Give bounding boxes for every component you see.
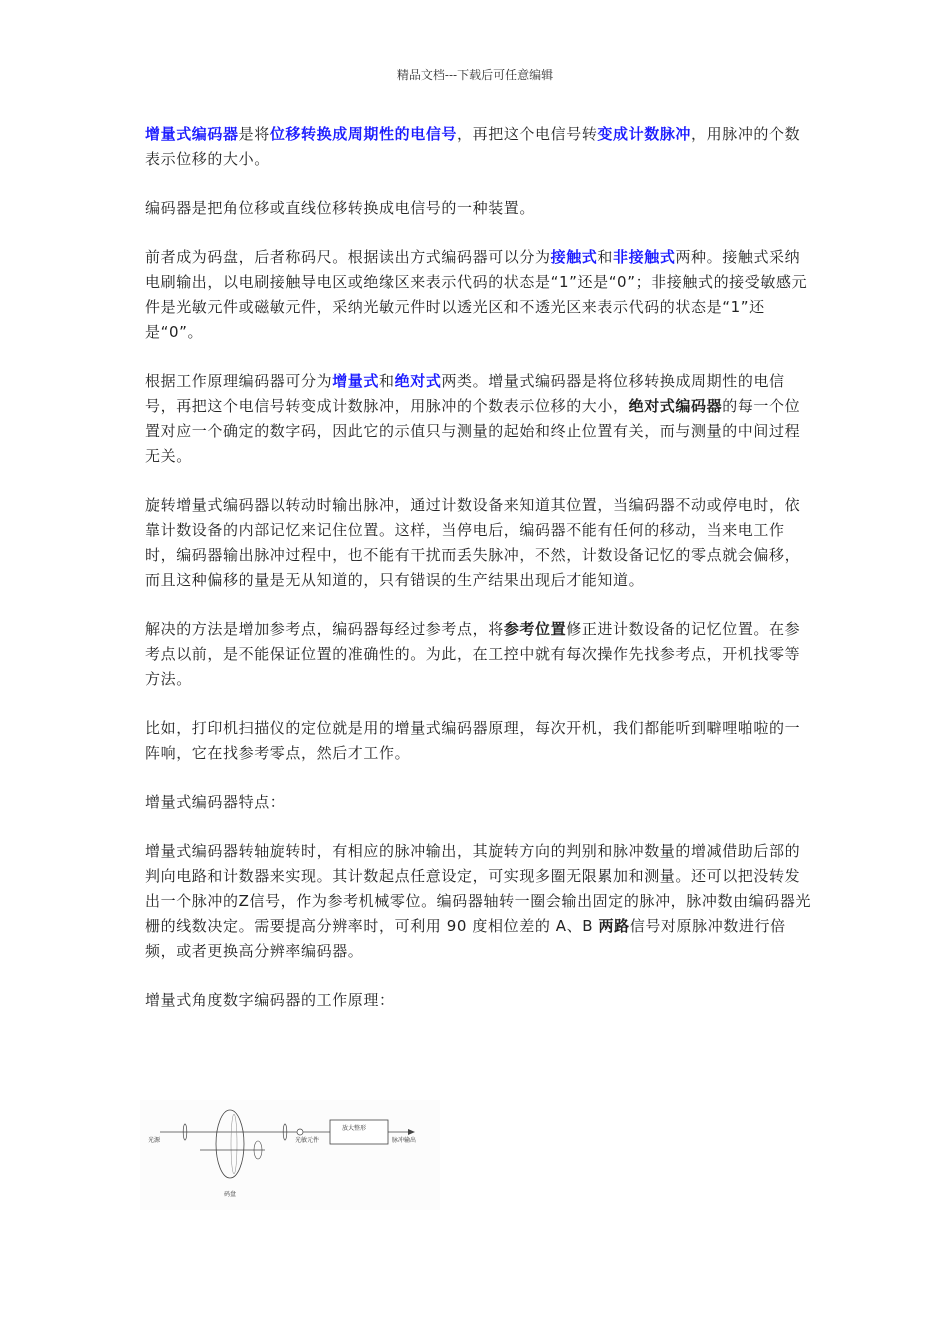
- link-non-contact-type[interactable]: 非接触式: [613, 248, 676, 266]
- text: 两种。接触式采纳电刷输出，以电刷接触导电区或绝缘区来表示代码的状态是“1”还是“0”；非接触式的接受敏感元件是光敏元件或磁敏元件，采纳光敏元件时以透光区和不透光区来表示代码的状态是“1”还是“0”。: [145, 248, 808, 341]
- paragraph-2: 编码器是把角位移或直线位移转换成电信号的一种装置。: [145, 199, 536, 217]
- photo-sensor-icon: [297, 1129, 303, 1135]
- paragraph-9: [145, 839, 815, 964]
- text: 是将: [238, 125, 270, 143]
- code-disk-label: 码盘: [224, 1191, 237, 1198]
- paragraph-5: 旋转增量式编码器以转动时输出脉冲，通过计数设备来知道其位置，当编码器不动或停电时，依靠计数设备的内部记忆来记住位置。这样，当停电后，编码器不能有任何的移动，当来电工作时，编码器输出脉冲过程中，也不能有干扰而丢失脉冲，不然，计数设备记忆的零点就会偏移，而且这种偏移的量是无从知道的，只有错误的生产结果出现后才能知道。: [145, 496, 801, 589]
- text: 增量式编码器转轴旋转时，有相应的脉冲输出，其旋转方向的判别和脉冲数量的增减借助后部的判向电路和计数器来实现。其计数起点任意设定，可实现多圈无限累加和测量。还可以把没转发出一个脉冲的Z信号，作为参考机械零位。编码器轴转一圈会输出固定的脉冲，脉冲数由编码器光栅的线数决定。需要提高分辨率时，可利用 90 度相位差的 A、B: [145, 842, 812, 935]
- text: 前者成为码盘，后者称码尺。根据读出方式编码器可以分为: [145, 248, 551, 266]
- link-contact-type[interactable]: 接触式: [550, 248, 598, 266]
- text: 的每一个位置对应一个确定的数字码，因此它的示值只与测量的起始和终止位置有关，而与测量的中间过程无关。: [145, 397, 801, 465]
- sensor-label: 光敏元件: [295, 1137, 320, 1144]
- paragraph-1: [145, 122, 815, 172]
- paragraph-10: 增量式角度数字编码器的工作原理：: [145, 991, 395, 1009]
- paragraph-7: 比如，打印机扫描仪的定位就是用的增量式编码器原理，每次开机，我们都能听到噼哩啪啦的一阵响，它在找参考零点，然后才工作。: [145, 719, 801, 762]
- text: 修正进计数设备的记忆位置。在参考点以前，是不能保证位置的准确性的。为此，在工控中就有每次操作先找参考点，开机找零等方法。: [145, 620, 801, 688]
- amplifier-label: 放大整形: [342, 1125, 367, 1132]
- text: 两类。增量式编码器是将位移转换成周期性的电信号，再把这个电信号转变成计数脉冲，用脉冲的个数表示位移的大小，: [145, 372, 785, 415]
- text: 和: [597, 248, 614, 266]
- text: 根据工作原理编码器可分为: [145, 372, 333, 390]
- encoder-principle-diagram: [140, 1100, 440, 1210]
- text: ，再把这个电信号转: [457, 125, 598, 143]
- link-counting-pulse[interactable]: 变成计数脉冲: [597, 125, 692, 143]
- page-header: 精品文档---下载后可任意编辑: [396, 68, 554, 82]
- link-displacement-signal[interactable]: 位移转换成周期性的电信号: [269, 125, 458, 143]
- light-source-label: 光源: [148, 1137, 161, 1144]
- bold-reference-position: 参考位置: [503, 620, 567, 638]
- article-body: [145, 122, 815, 1037]
- link-absolute-type[interactable]: 绝对式: [394, 372, 442, 390]
- text: ，用脉冲的个数表示位移的大小。: [145, 125, 801, 168]
- paragraph-6: [145, 617, 815, 692]
- link-incremental-encoder[interactable]: 增量式编码器: [145, 125, 239, 143]
- bold-two-channel: 两路: [598, 917, 630, 935]
- diagram-background: [140, 1100, 440, 1210]
- bold-absolute-encoder: 绝对式编码器: [628, 397, 723, 415]
- amplifier-box: [330, 1120, 388, 1144]
- paragraph-4: [145, 369, 815, 469]
- text: 信号对原脉冲数进行倍频，或者更换高分辨率编码器。: [145, 917, 786, 960]
- text: 和: [379, 372, 395, 390]
- paragraph-3: [145, 245, 815, 345]
- pulse-output-label: 脉冲输出: [392, 1137, 417, 1144]
- text: 解决的方法是增加参考点，编码器每经过参考点，将: [145, 620, 504, 638]
- paragraph-8: 增量式编码器特点：: [145, 793, 286, 811]
- link-incremental-type[interactable]: 增量式: [332, 372, 380, 390]
